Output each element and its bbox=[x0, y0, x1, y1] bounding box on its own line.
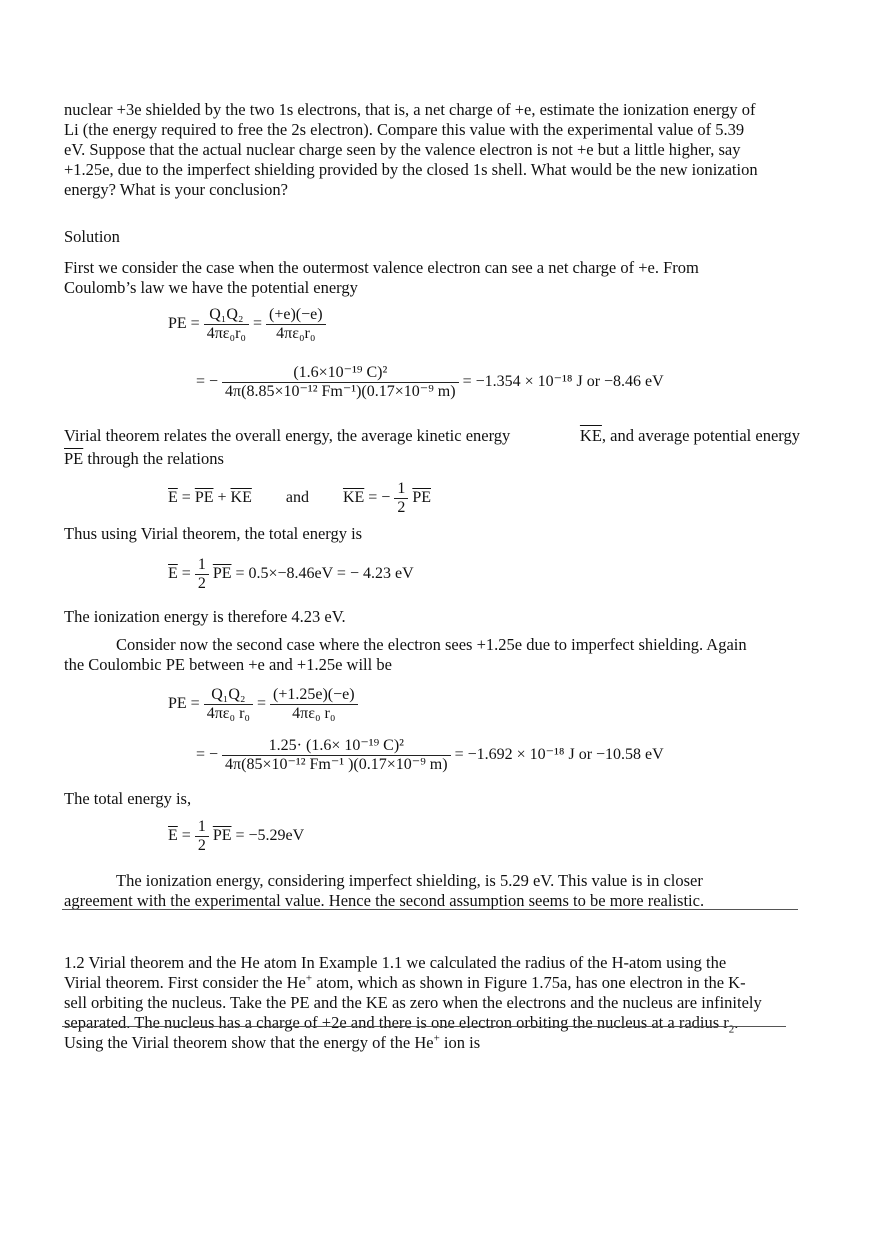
virial-line bbox=[64, 426, 800, 446]
para-line: the Coulombic PE between +e and +1.25e will be bbox=[64, 655, 392, 674]
ionization-result-1: The ionization energy is therefore 4.23 eV. bbox=[64, 607, 346, 626]
eq-sign: = bbox=[181, 827, 191, 845]
conclusion-line: The ionization energy, considering imperfect shielding, is 5.29 eV. This value is in closer bbox=[116, 871, 703, 890]
para-line: First we consider the case when the outermost valence electron can see a net charge of +e. From bbox=[64, 258, 699, 277]
ke-symbol: $\overline{KE}$ bbox=[579, 426, 602, 445]
e-symbol: $\overline{E}$ bbox=[168, 565, 178, 583]
eq-numerator: (+1.25e)(−e) bbox=[270, 686, 358, 705]
problem-text: atom, which as shown in Figure 1.75a, has one electron in the K- bbox=[312, 973, 746, 992]
pe-symbol: $\overline{PE}$ bbox=[212, 565, 232, 583]
eq-numerator: 1 bbox=[394, 480, 408, 499]
eq-numerator: Q₁Q₂ bbox=[204, 306, 249, 325]
eq-numerator: Q₁Q₂ bbox=[204, 686, 253, 705]
problem-text: Using the Virial theorem show that the energy of the He bbox=[64, 1033, 434, 1052]
ke-symbol: $\overline{KE}$ bbox=[342, 489, 365, 507]
pe-symbol: $\overline{PE}$ bbox=[412, 489, 431, 507]
problem-text: Virial theorem. First consider the He bbox=[64, 973, 306, 992]
eq-numerator: 1 bbox=[195, 556, 209, 575]
superscript: + bbox=[305, 972, 313, 985]
eq-denominator: 2 bbox=[397, 499, 406, 516]
eq-denominator: 4π(8.85×10⁻¹² Fm⁻¹)(0.17×10⁻⁹ m) bbox=[225, 383, 456, 400]
eq-numerator: 1.25· (1.6× 10⁻¹⁹ C)² bbox=[222, 737, 451, 756]
problem-line: 1.2 Virial theorem and the He atom In Example 1.1 we calculated the radius of the H-atom using the bbox=[64, 953, 727, 972]
eq-lhs: PE = bbox=[168, 695, 200, 713]
intro-line: eV. Suppose that the actual nuclear charge seen by the valence electron is not +e but a little higher, say bbox=[64, 140, 741, 159]
underline-rule bbox=[62, 1026, 786, 1027]
eq-numerator: 1 bbox=[195, 818, 209, 837]
problem-line bbox=[64, 1013, 800, 1036]
problem-line: sell orbiting the nucleus. Take the PE and the KE as zero when the electrons and the nucleus are infinitely bbox=[64, 993, 762, 1012]
total-energy-text: Thus using Virial theorem, the total energy is bbox=[64, 524, 363, 543]
equation-total-1 bbox=[168, 556, 414, 593]
eq-numerator: (+e)(−e) bbox=[266, 306, 326, 325]
eq-prefix: = − bbox=[196, 746, 219, 764]
equation-pe-2 bbox=[168, 686, 358, 723]
eq-sign: = bbox=[181, 489, 191, 507]
eq-rest: = −5.29eV bbox=[235, 827, 305, 845]
pe-symbol: $\overline{PE}$ bbox=[212, 827, 232, 845]
eq-fraction bbox=[204, 306, 249, 343]
equation-pe-1-line2 bbox=[196, 364, 664, 401]
eq-denominator: 4πε₀ r₀ bbox=[206, 705, 250, 722]
equation-pe-1 bbox=[168, 306, 326, 343]
intro-paragraph bbox=[64, 100, 800, 200]
eq-result: = −1.692 × 10⁻¹⁸ J or −10.58 eV bbox=[454, 746, 664, 764]
conclusion-paragraph bbox=[64, 871, 800, 911]
eq-fraction bbox=[222, 364, 459, 401]
eq-fraction bbox=[266, 306, 326, 343]
eq-denominator: 4πε₀r₀ bbox=[276, 325, 316, 342]
intro-line: +1.25e, due to the imperfect shielding provided by the closed 1s shell. What would be the new ionization bbox=[64, 160, 758, 179]
para-coulomb bbox=[64, 258, 800, 298]
eq-sign: = bbox=[252, 315, 263, 333]
pe-symbol: $\overline{PE}$ bbox=[194, 489, 214, 507]
solution-heading: Solution bbox=[64, 227, 120, 246]
para-line: Consider now the second case where the electron sees +1.25e due to imperfect shielding. Again bbox=[116, 635, 747, 654]
eq-fraction bbox=[222, 737, 451, 774]
equation-virial bbox=[168, 480, 431, 517]
eq-denominator: 2 bbox=[197, 837, 206, 854]
problem-line bbox=[64, 973, 800, 993]
virial-text-b: , and average potential energy bbox=[601, 426, 800, 445]
section-divider bbox=[62, 909, 798, 910]
equation-pe-2-line2 bbox=[196, 737, 664, 774]
virial-text-line2: through the relations bbox=[87, 449, 224, 468]
intro-line: Li (the energy required to free the 2s electron). Compare this value with the experimental value of 5.39 bbox=[64, 120, 745, 139]
half-fraction bbox=[195, 818, 209, 855]
half-fraction bbox=[394, 480, 408, 517]
eq-denominator: 4πε₀r₀ bbox=[206, 325, 246, 342]
conclusion-line: agreement with the experimental value. Hence the second assumption seems to be more realistic. bbox=[64, 891, 705, 910]
eq-denominator: 4πε₀ r₀ bbox=[292, 705, 336, 722]
eq-sign: = − bbox=[368, 489, 391, 507]
eq-prefix: = − bbox=[196, 373, 219, 391]
equation-total-2 bbox=[168, 818, 304, 855]
intro-line: energy? What is your conclusion? bbox=[64, 180, 288, 199]
virial-line bbox=[64, 449, 800, 469]
plus-sign: + bbox=[217, 489, 227, 507]
eq-rest: = 0.5×−8.46eV = − 4.23 eV bbox=[235, 565, 414, 583]
and-word: and bbox=[285, 489, 309, 507]
eq-numerator: (1.6×10⁻¹⁹ C)² bbox=[222, 364, 459, 383]
eq-lhs: PE = bbox=[168, 315, 200, 333]
virial-ke-group bbox=[580, 426, 800, 446]
virial-paragraph bbox=[64, 426, 800, 469]
eq-denominator: 2 bbox=[197, 575, 206, 592]
problem-line bbox=[64, 1033, 800, 1053]
e-symbol: $\overline{E}$ bbox=[168, 827, 178, 845]
virial-text-a: Virial theorem relates the overall energy, the average kinetic energy bbox=[64, 426, 511, 445]
intro-line: nuclear +3e shielded by the two 1s electrons, that is, a net charge of +e, estimate the ionization energy of bbox=[64, 100, 756, 119]
para-second-case bbox=[64, 635, 800, 675]
eq-result: = −1.354 × 10⁻¹⁸ J or −8.46 eV bbox=[462, 373, 664, 391]
problem-text: ion is bbox=[439, 1033, 481, 1052]
eq-fraction bbox=[270, 686, 358, 723]
problem-text: separated. The nucleus has a charge of +2e and there is one electron orbiting the nucleus at a radius r bbox=[64, 1013, 729, 1032]
problem-text: . bbox=[734, 1013, 739, 1032]
para-line: Coulomb’s law we have the potential energy bbox=[64, 278, 358, 297]
half-fraction bbox=[195, 556, 209, 593]
eq-sign: = bbox=[181, 565, 191, 583]
eq-fraction bbox=[204, 686, 253, 723]
e-symbol: $\overline{E}$ bbox=[168, 489, 178, 507]
ke-symbol: $\overline{KE}$ bbox=[230, 489, 252, 507]
total-energy-text-2: The total energy is, bbox=[64, 789, 192, 808]
pe-symbol: $\overline{PE}$ bbox=[64, 449, 84, 468]
superscript: + bbox=[433, 1032, 440, 1045]
problem-1-2-paragraph bbox=[64, 953, 800, 1053]
eq-denominator: 4π(85×10⁻¹² Fm⁻¹ )(0.17×10⁻⁹ m) bbox=[225, 756, 448, 773]
eq-sign: = bbox=[256, 695, 267, 713]
subscript: 2 bbox=[728, 1023, 735, 1036]
